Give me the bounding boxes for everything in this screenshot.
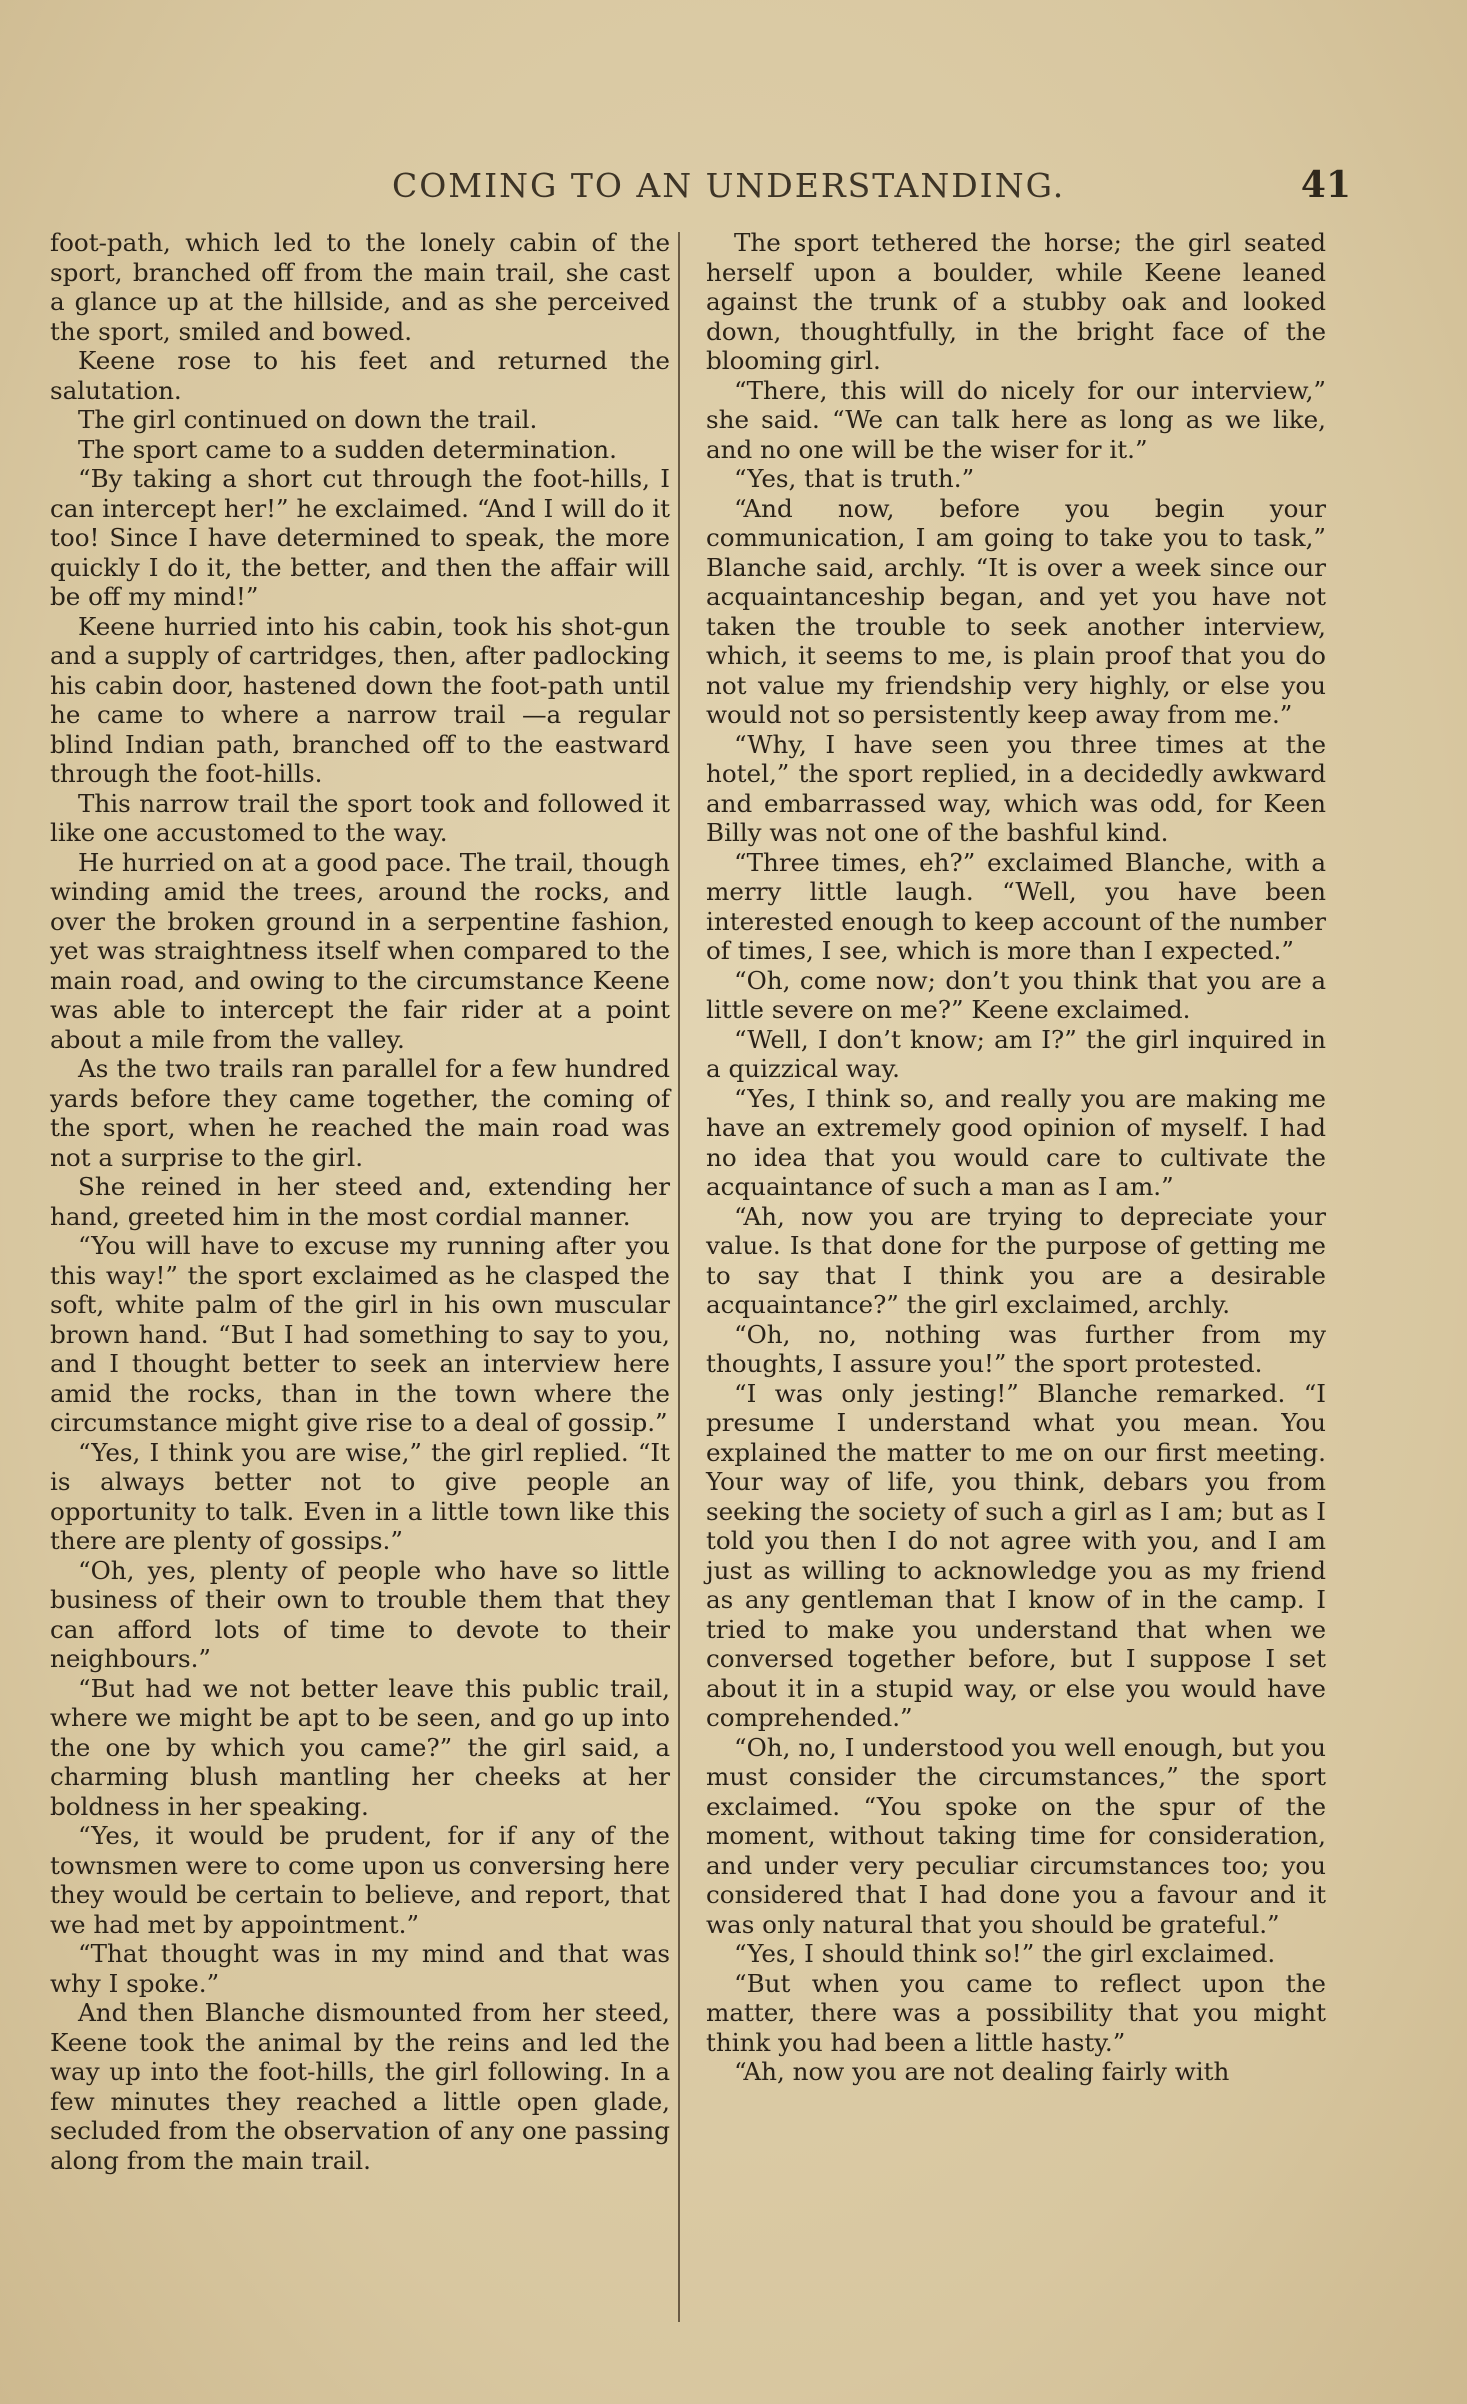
paragraph: And then Blanche dismounted from her steed, Keene took the animal by the reins and led the way up into the foot-hills, the girl following. In a few minutes they reached a little open glade, secluded from the observation of any one passing along from the main trail. (50, 1998, 670, 2175)
paragraph: Keene rose to his feet and returned the salutation. (50, 346, 670, 405)
page-number: 41 (1300, 164, 1351, 206)
paragraph: “Yes, it would be prudent, for if any of the townsmen were to come upon us conversing here they would be certain to believe, and report, that we had met by appointment.” (50, 1821, 670, 1939)
paragraph: “You will have to excuse my running after you this way!” the sport exclaimed as he clasped the soft, white palm of the girl in his own muscular brown hand. “But I had something to say to you, and I thought better to seek an interview here amid the rocks, than in the town where the circumstance might give rise to a deal of gossip.” (50, 1231, 670, 1437)
paragraph: “Ah, now you are not dealing fairly with (734, 2057, 1230, 2086)
paragraph: “Yes, I think so, and really you are making me have an extremely good opinion of myself. I had no idea that you would care to cultivate the acquaintance of such a man as I am.” (706, 1083, 1326, 1201)
paragraph: foot-path, which led to the lonely cabin of the sport, branched off from the main trail, she cast a glance up at the hillside, and as she perceived the sport, smiled and bowed. (50, 228, 670, 346)
paragraph: “Ah, now you are trying to depreciate your value. Is that done for the purpose of getting me to say that I think you are a desirable acquaintance?” the girl exclaimed, archly. (706, 1201, 1326, 1319)
paragraph: “Well, I don’t know; am I?” the girl inquired in a quizzical way. (706, 1024, 1326, 1083)
paragraph: “That thought was in my mind and that was why I spoke.” (50, 1939, 670, 1998)
paragraph: “But had we not better leave this public trail, where we might be apt to be seen, and go up into the one by which you came?” the girl said, a charming blush mantling her cheeks at her boldness in her speaking. (50, 1673, 670, 1821)
paragraph: “Oh, no, nothing was further from my thoughts, I assure you!” the sport protested. (706, 1319, 1326, 1378)
paragraph: “Why, I have seen you three times at the hotel,” the sport replied, in a decidedly awkward and embarrassed way, which was odd, for Keen Billy was not one of the bashful kind. (706, 729, 1326, 847)
page-header (0, 160, 1467, 210)
paragraph: “I was only jesting!” Blanche remarked. “I presume I understand what you mean. You explained the matter to me on our first meeting. Your way of life, you think, debars you from seeking the society of such a girl as I am; but as I told you then I do not agree with you, and I am just as willing to acknowledge you as my friend as any gentleman that I know of in the camp. I tried to make you understand that when we conversed together before, but I suppose I set about it in a stupid way, or else you would have comprehended.” (706, 1378, 1326, 1732)
paragraph: “Three times, eh?” exclaimed Blanche, with a merry little laugh. “Well, you have been interested enough to keep account of the number of times, I see, which is more than I expected.” (706, 847, 1326, 965)
paragraph: “By taking a short cut through the foot-hills, I can intercept her!” he exclaimed. “And I will do it too! Since I have determined to speak, the more quickly I do it, the better, and then the affair will be off my mind!” (50, 464, 670, 611)
running-title: COMING TO AN UNDERSTANDING. (392, 166, 1066, 205)
paragraph: She reined in her steed and, extending her hand, greeted him in the most cordial manner. (50, 1172, 670, 1231)
paragraph: “But when you came to reflect upon the matter, there was a possibility that you might think you had been a little hasty.” (706, 1968, 1326, 2057)
paragraph: The sport tethered the horse; the girl seated herself upon a boulder, while Keene leaned against the trunk of a stubby oak and looked down, thoughtfully, in the bright face of the blooming girl. (706, 228, 1326, 375)
left-column (50, 228, 670, 2175)
paragraph: “Oh, no, I understood you well enough, but you must consider the circumstances,” the sport exclaimed. “You spoke on the spur of the moment, without taking time for consideration, and under very peculiar circumstances too; you considered that I had done you a favour and it was only natural that you should be grateful.” (706, 1732, 1326, 1939)
paragraph: “Oh, yes, plenty of people who have so little business of their own to trouble them that they can afford lots of time to devote to their neighbours.” (50, 1555, 670, 1673)
paragraph: “Yes, that is truth.” (734, 464, 975, 493)
paragraph: “There, this will do nicely for our interview,” she said. “We can talk here as long as we like, and no one will be the wiser for it.” (706, 375, 1326, 464)
paragraph: “Yes, I should think so!” the girl exclaimed. (734, 1939, 1276, 1968)
paragraph: Keene hurried into his cabin, took his shot-gun and a supply of cartridges, then, after padlocking his cabin door, hastened down the foot-path until he came to where a narrow trail —a regular blind Indian path, branched off to the eastward through the foot-hills. (50, 611, 670, 788)
column-divider (678, 232, 680, 2322)
paragraph: The sport came to a sudden determination. (78, 434, 617, 464)
paragraph: “And now, before you begin your communication, I am going to take you to task,” Blanche said, archly. “It is over a week since our acquaintanceship began, and yet you have not taken the trouble to seek another interview, which, it seems to me, is plain proof that you do not value my friendship very highly, or else you would not so persistently keep away from me.” (706, 493, 1326, 729)
right-column (706, 228, 1326, 2087)
paragraph: “Oh, come now; don’t you think that you are a little severe on me?” Keene exclaimed. (706, 965, 1326, 1024)
paragraph: This narrow trail the sport took and followed it like one accustomed to the way. (50, 788, 670, 847)
paragraph: He hurried on at a good pace. The trail, though winding amid the trees, around the rocks, and over the broken ground in a serpentine fashion, yet was straightness itself when compared to the main road, and owing to the circumstance Keene was able to intercept the fair rider at a point about a mile from the valley. (50, 847, 670, 1054)
paragraph: As the two trails ran parallel for a few hundred yards before they came together, the coming of the sport, when he reached the main road was not a surprise to the girl. (50, 1054, 670, 1172)
paragraph: “Yes, I think you are wise,” the girl replied. “It is always better not to give people an opportunity to talk. Even in a little town like this there are plenty of gossips.” (50, 1437, 670, 1555)
paragraph: The girl continued on down the trail. (78, 405, 538, 434)
